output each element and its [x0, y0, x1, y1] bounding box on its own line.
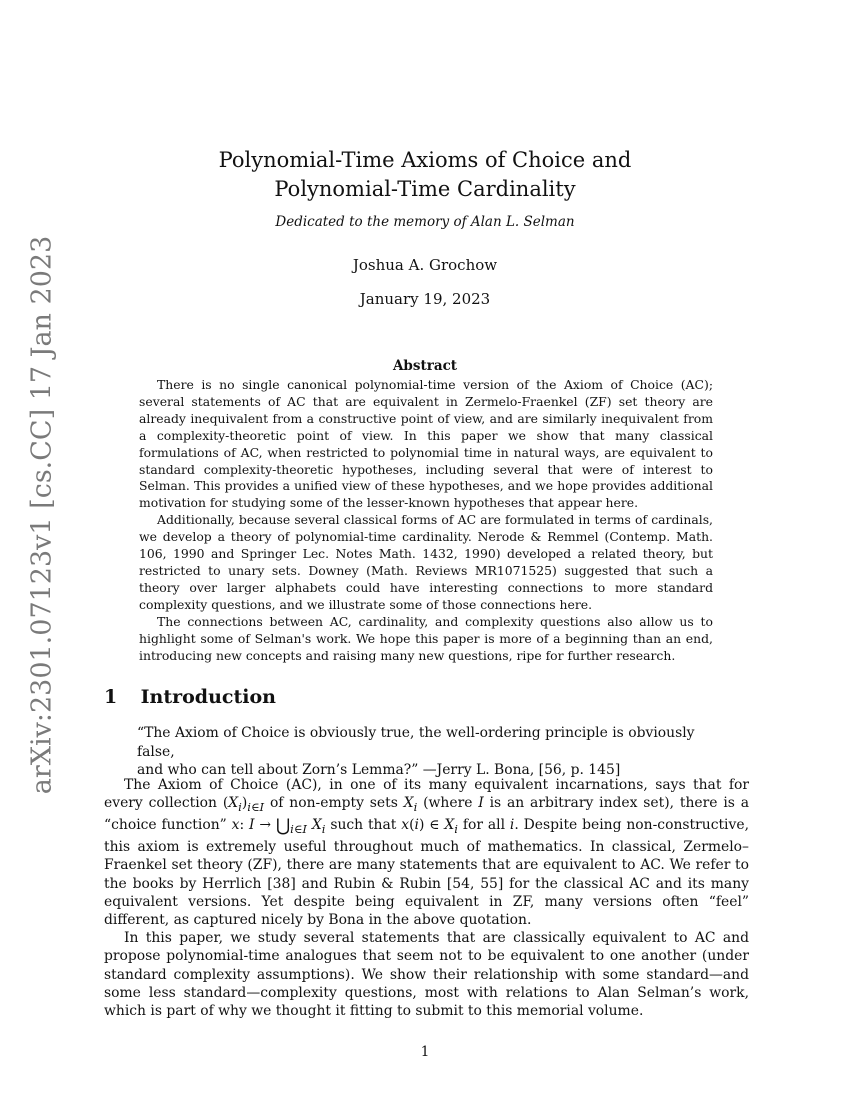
title-line-2: Polynomial-Time Cardinality	[274, 177, 576, 201]
quote-line-1: “The Axiom of Choice is obviously true, the well-ordering principle is obviously false,	[137, 725, 695, 760]
quote-line-2: and who can tell about Zorn’s Lemma?” —Jerry L. Bona, [56, p. 145]	[137, 762, 621, 778]
introduction-body	[104, 776, 749, 1020]
abstract-paragraph-1: There is no single canonical polynomial-time version of the Axiom of Choice (AC); several statements of AC that are equivalent in Zermelo-Fraenkel (ZF) set theory are already inequivalent from a constructive point of view, and are similarly inequivalent from a complexity-theoretic point of view. In this paper we show that many classical formulations of AC, when restricted to polynomial time in natural ways, are equivalent to standard complexity-theoretic hypotheses, including several that were of interest to Selman. This provides a unified view of these hypotheses, and we hope provides additional motivation for studying some of the lesser-known hypotheses that appear here.	[139, 377, 713, 511]
section-heading	[104, 686, 276, 708]
section-title: Introduction	[140, 686, 276, 708]
abstract-paragraph-3: The connections between AC, cardinality, and complexity questions also allow us to highlight some of Selman's work. We hope this paper is more of a beginning than an end, introducing new concepts and raising many new questions, ripe for further research.	[139, 613, 713, 663]
dedication: Dedicated to the memory of Alan L. Selman	[275, 214, 575, 230]
paper-title	[170, 146, 680, 204]
epigraph-quote	[137, 724, 713, 780]
date: January 19, 2023	[359, 290, 491, 308]
section-number: 1	[104, 686, 118, 708]
intro-paragraph-2: In this paper, we study several statements that are classically equivalent to AC and propose polynomial-time analogues that seem not to be equivalent to one another (under standard complexity assumptions). We show their relationship with some standard—and some less standard—complexity questions, most with relations to Alan Selman’s work, which is part of why we thought it fitting to submit to this memorial volume.	[104, 930, 749, 1019]
abstract-paragraph-2: Additionally, because several classical forms of AC are formulated in terms of cardinals, we develop a theory of polynomial-time cardinality. Nerode & Remmel (Contemp. Math. 106, 1990 and Springer Lec. Notes Math. 1432, 1990) developed a related theory, but restricted to unary sets. Downey (Math. Reviews MR1071525) suggested that such a theory over larger alphabets could have interesting connections to more standard complexity questions, and we illustrate some of those connections here.	[139, 512, 713, 612]
intro-paragraph-1: The Axiom of Choice (AC), in one of its many equivalent incarnations, says that for every collection $(X_i)_{i\in I}$ of non-empty sets $X_i$ (where I is an arbitrary index set), there is a “choice function” x: $I \to ⋃_{i\in I}$ $X_i$ such that x(i) ∈ $X_i$ for all i. Despite being non-constructive, this axiom is extremely useful throughout much of mathematics. In classical, Zermelo–Fraenkel set theory (ZF), there are many statements that are equivalent to AC. We refer to the books by Herrlich [38] and Rubin & Rubin [54, 55] for the classical AC and its many equivalent versions. Yet despite being equivalent in ZF, many versions often “feel” different, as captured nicely by Bona in the above quotation.	[104, 777, 750, 928]
author: Joshua A. Grochow	[352, 256, 498, 274]
arxiv-identifier: arXiv:2301.07123v1 [cs.CC] 17 Jan 2023	[26, 235, 58, 795]
title-line-1: Polynomial-Time Axioms of Choice and	[218, 148, 632, 172]
abstract	[139, 377, 713, 664]
page-number: 1	[420, 1044, 430, 1060]
abstract-heading: Abstract	[392, 358, 458, 374]
